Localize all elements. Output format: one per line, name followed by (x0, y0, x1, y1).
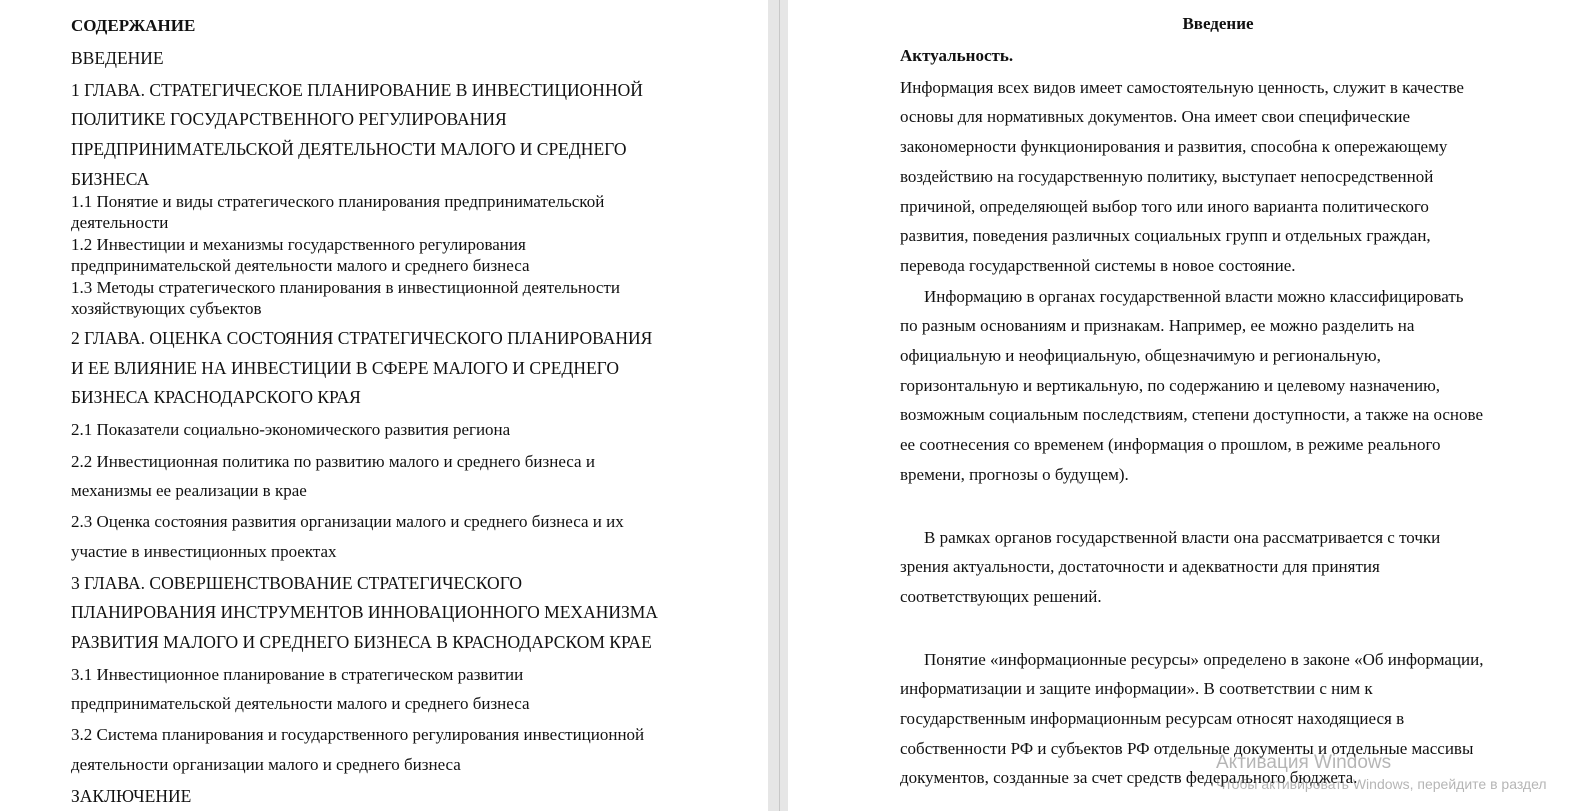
toc-line: 2.3 Оценка состояния развития организации малого и среднего бизнеса и их (71, 512, 624, 531)
intro-subtitle: Актуальность. (900, 46, 1014, 65)
toc-line: предпринимательской деятельности малого и среднего бизнеса (71, 694, 530, 713)
toc-line: ПОЛИТИКЕ ГОСУДАРСТВЕННОГО РЕГУЛИРОВАНИЯ (71, 109, 507, 129)
toc-line: участие в инвестиционных проектах (71, 542, 337, 561)
intro-line: соответствующих решений. (900, 587, 1102, 606)
toc-line: РАЗВИТИЯ МАЛОГО И СРЕДНЕГО БИЗНЕСА В КРАСНОДАРСКОМ КРАЕ (71, 632, 652, 652)
intro-line: зрения актуальности, достаточности и адекватности для принятия (900, 557, 1380, 576)
intro-line: по разным основаниям и признакам. Например, ее можно разделить на (900, 316, 1415, 335)
intro-line: В рамках органов государственной власти она рассматривается с точки (924, 528, 1441, 547)
intro-line: закономерности функционирования и развития, способна к опережающему (900, 137, 1448, 156)
intro-line: возможным социальным последствиям, степени доступности, а также на основе (900, 405, 1483, 424)
toc-line: ЗАКЛЮЧЕНИЕ (71, 786, 192, 806)
intro-line: развития, поведения различных социальных групп и отдельных граждан, (900, 226, 1431, 245)
toc-title: СОДЕРЖАНИЕ (71, 16, 196, 35)
toc-line: 3.2 Система планирования и государственного регулирования инвестиционной (71, 725, 645, 744)
intro-line: времени, прогнозы о будущем). (900, 465, 1129, 484)
intro-line: информатизации и защите информации». В соответствии с ним к (900, 679, 1373, 698)
intro-line: документов, созданные за счет средств федерального бюджета. (900, 768, 1358, 787)
page-divider (779, 0, 780, 811)
intro-line: горизонтальную и вертикальную, по содержанию и целевому назначению, (900, 376, 1441, 395)
intro-line: Понятие «информационные ресурсы» определено в законе «Об информации, (924, 650, 1484, 669)
toc-line: 3.1 Инвестиционное планирование в стратегическом развитии (71, 665, 524, 684)
intro-line: государственным информационным ресурсам относят находящиеся в (900, 709, 1405, 728)
toc-line: И ЕЕ ВЛИЯНИЕ НА ИНВЕСТИЦИИ В СФЕРЕ МАЛОГО И СРЕДНЕГО (71, 358, 619, 378)
toc-line: хозяйствующих субъектов (71, 299, 262, 318)
intro-line: причиной, определяющей выбор того или иного варианта политического (900, 197, 1429, 216)
intro-line: перевода государственной системы в новое состояние. (900, 256, 1296, 275)
intro-line: воздействию на государственную политику, выступает непосредственной (900, 167, 1434, 186)
toc-line: 2.1 Показатели социально-экономического развития региона (71, 420, 511, 439)
toc-line: 2.2 Инвестиционная политика по развитию малого и среднего бизнеса и (71, 452, 595, 471)
toc-line: ПЛАНИРОВАНИЯ ИНСТРУМЕНТОВ ИННОВАЦИОННОГО МЕХАНИЗМА (71, 602, 658, 622)
toc-line: ПРЕДПРИНИМАТЕЛЬСКОЙ ДЕЯТЕЛЬНОСТИ МАЛОГО И СРЕДНЕГО (71, 139, 627, 159)
page-gap (768, 0, 788, 811)
intro-title: Введение (1182, 14, 1254, 33)
intro-line: Информацию в органах государственной власти можно классифицировать (924, 287, 1464, 306)
toc-line: БИЗНЕСА (71, 169, 150, 189)
toc-line: ВВЕДЕНИЕ (71, 48, 164, 68)
toc-line: 1 ГЛАВА. СТРАТЕГИЧЕСКОЕ ПЛАНИРОВАНИЕ В ИНВЕСТИЦИОННОЙ (71, 80, 643, 100)
intro-line: официальную и неофициальную, общезначимую и региональную, (900, 346, 1381, 365)
toc-line: 1.2 Инвестиции и механизмы государственного регулирования (71, 235, 526, 254)
windows-activation-hint: Чтобы активировать Windows, перейдите в раздел (1216, 776, 1547, 792)
intro-line: основы для нормативных документов. Она имеет свои специфические (900, 107, 1411, 126)
toc-line: деятельности организации малого и среднего бизнеса (71, 755, 461, 774)
toc-line: 2 ГЛАВА. ОЦЕНКА СОСТОЯНИЯ СТРАТЕГИЧЕСКОГО ПЛАНИРОВАНИЯ (71, 328, 653, 348)
toc-line: 3 ГЛАВА. СОВЕРШЕНСТВОВАНИЕ СТРАТЕГИЧЕСКОГО (71, 573, 523, 593)
page-toc (0, 0, 768, 811)
intro-line: Информация всех видов имеет самостоятельную ценность, служит в качестве (900, 78, 1464, 97)
toc-line: предпринимательской деятельности малого и среднего бизнеса (71, 256, 530, 275)
toc-line: механизмы ее реализации в крае (71, 481, 307, 500)
windows-activation-watermark: Активация Windows (1216, 752, 1392, 773)
page-intro (788, 0, 1576, 811)
toc-line: 1.1 Понятие и виды стратегического планирования предпринимательской (71, 192, 605, 211)
intro-line: собственности РФ и субъектов РФ отдельные документы и отдельные массивы (900, 739, 1474, 758)
intro-line: ее соотнесения со временем (информация о прошлом, в режиме реального (900, 435, 1441, 454)
toc-line: 1.3 Методы стратегического планирования в инвестиционной деятельности (71, 278, 620, 297)
toc-line: БИЗНЕСА КРАСНОДАРСКОГО КРАЯ (71, 387, 361, 407)
toc-line: деятельности (71, 213, 169, 232)
